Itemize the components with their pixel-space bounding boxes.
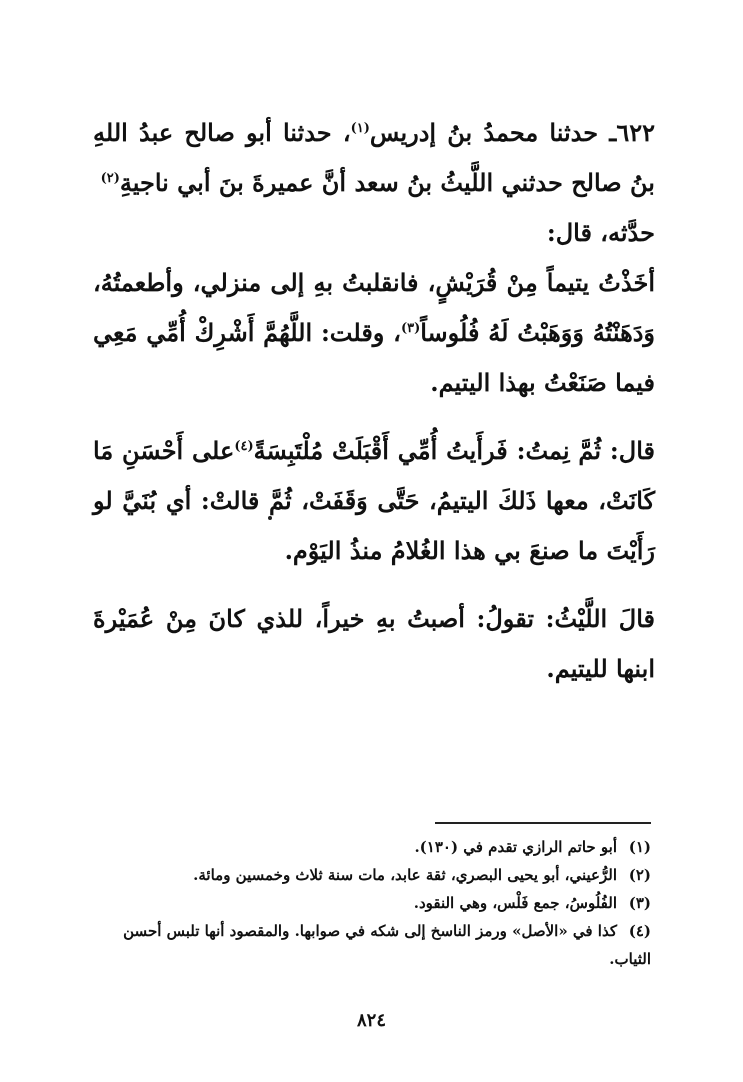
isnad-paragraph: [93, 108, 655, 258]
footnote-text: كذا في «الأصل» ورمز الناسخ إلى شكه في صوابها. والمقصود أنها تلبس أحسن الثياب.: [123, 922, 651, 968]
footnote-4: [95, 917, 651, 973]
footnote-3: [95, 889, 651, 917]
footnote-number: (٢): [628, 866, 651, 884]
footnote-number: (١): [628, 838, 651, 856]
layth-paragraph: [93, 594, 655, 694]
page-number: ٨٢٤: [356, 1010, 386, 1031]
footnote-number: (٣): [628, 894, 651, 912]
footnote-2: [95, 861, 651, 889]
dream-part-2: على أَحْسَنِ مَا كَانَتْ، معها ذَلكَ اليتيمُ، حَتَّى وَقَفَتْ، ثُمَّ قالتْ: أي بُنَيَّ لو رَأَيْتَ ما صنعَ بي هذا الغُلامُ منذُ اليَوْم.: [93, 436, 656, 565]
isnad-part-2: ، حدثنا أبو صالح عبدُ اللهِ بنُ صالح حدثني اللَّيثُ بنُ سعد أنَّ عميرةَ بنَ أبي ناجيةِ: [93, 118, 655, 197]
matn-part-1: أخَذْتُ يتيماً مِنْ قُرَيْشٍ، فانقلبتُ بهِ إلى منزلي، وأطعمتُهُ، وَدَهَنْتُهُ وَوَهَبْتُ لَهُ فُلُوساً: [93, 268, 655, 347]
dream-paragraph: [93, 426, 655, 576]
layth-text: قالَ اللَّيْثُ: تقولُ: أصبتُ بهِ خيراً، للذي كانَ مِنْ عُمَيْرةَ ابنها لليتيم.: [93, 604, 655, 683]
footnote-separator: [435, 822, 651, 824]
footnote-text: أبو حاتم الرازي تقدم في (١٣٠).: [414, 838, 617, 856]
hadith-number: ٦٢٢: [616, 118, 655, 147]
matn-part-2: ، وقلت: اللَّهُمَّ أَشْرِكْ أُمِّي مَعِي فيما صَنَعْتُ بهذا اليتيم.: [93, 318, 655, 397]
footnote-ref-1[interactable]: (١): [350, 121, 370, 136]
footnotes-section: [95, 833, 651, 973]
footnote-number: (٤): [628, 922, 651, 940]
footnote-ref-3[interactable]: (٣): [400, 321, 421, 336]
footnote-ref-4[interactable]: (٤): [234, 439, 254, 454]
isnad-part-1: ـ حدثنا محمدُ بنُ إدريس: [369, 118, 617, 147]
isnad-part-3: حدَّثه، قال:: [546, 218, 655, 247]
stray-ink-dot: [268, 516, 272, 520]
footnote-text: الرُّعيني، أبو يحيى البصري، ثقة عابد، مات سنة ثلاث وخمسين ومائة.: [193, 866, 617, 884]
footnote-text: الفُلُوسُ، جمع فَلْس، وهي النقود.: [413, 894, 617, 912]
footnote-ref-2[interactable]: (٢): [100, 171, 120, 186]
matn-paragraph: [93, 258, 655, 408]
footnote-1: [95, 833, 651, 861]
dream-part-1: قال: ثُمَّ نِمتُ: فَرأَيتُ أُمِّي أَقْبَلَتْ مُلْتَبِسَةً: [253, 436, 655, 465]
hadith-text: [93, 108, 655, 694]
